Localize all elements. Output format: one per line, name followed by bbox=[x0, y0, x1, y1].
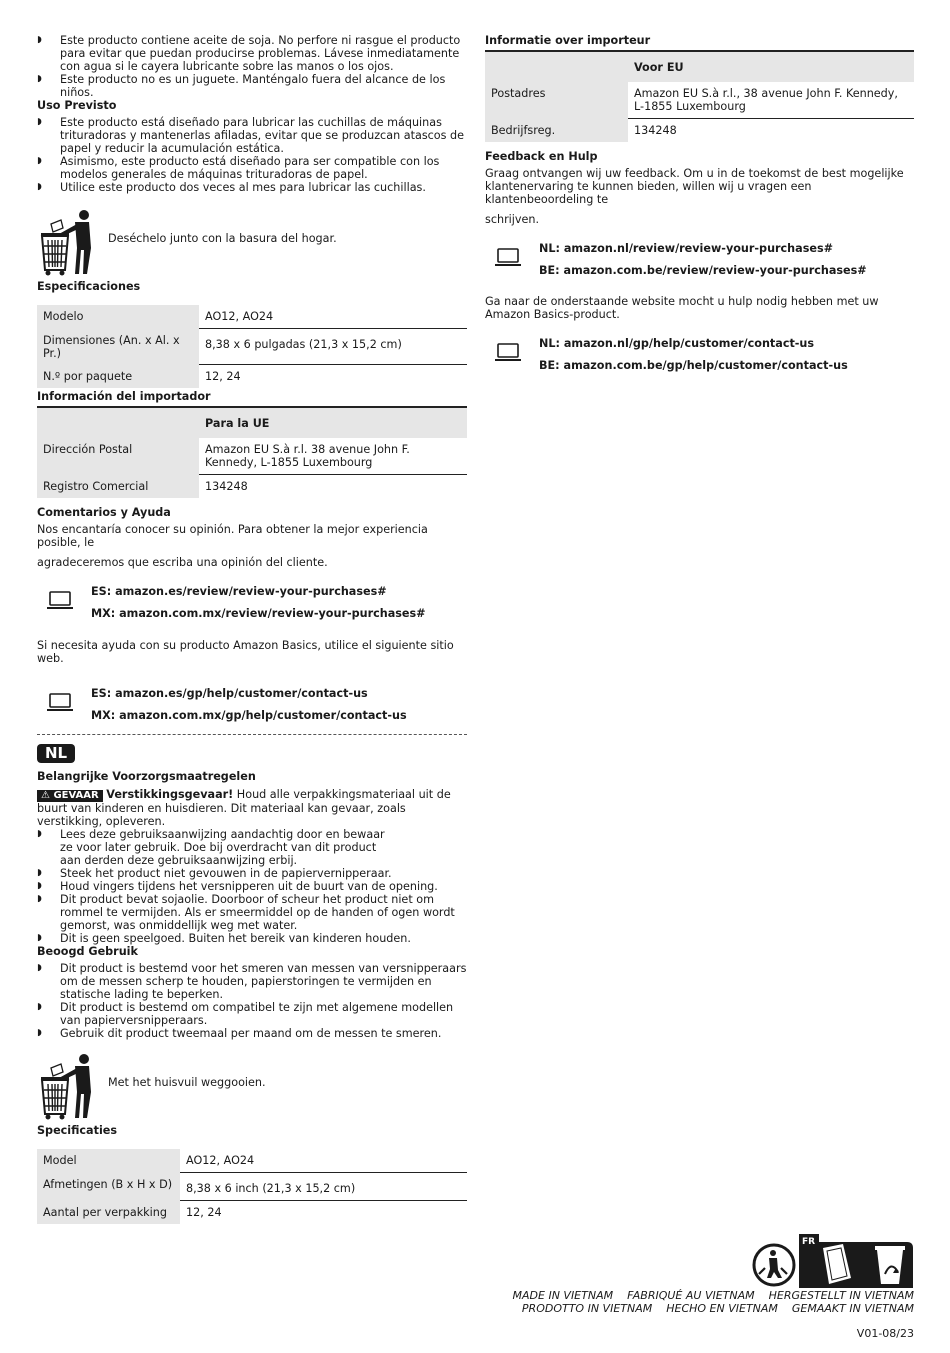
nl-feedback-title: Feedback en Hulp bbox=[485, 150, 598, 163]
nl-spec-title: Specificaties bbox=[37, 1124, 118, 1137]
table-row bbox=[37, 475, 467, 499]
table-row bbox=[37, 305, 467, 329]
list-item: ◗ Lees deze gebruiksaanwijzing aandachtig door en bewaar ze voor later gebruik. Doe bij overdracht van dit product aan derden deze gebruiksaanwijzing erbij. bbox=[37, 828, 467, 867]
importer-value: Amazon EU S.à r.l. 38 avenue John F. Kennedy, L-1855 Luxembourg bbox=[199, 438, 467, 475]
table-row bbox=[485, 119, 914, 143]
list-item: ◗ Steek het product niet gevouwen in de papiervernipperaar. bbox=[37, 867, 467, 880]
help-link[interactable]: BE: amazon.com.be/gp/help/customer/contact-us bbox=[539, 359, 848, 372]
triman-recycling-logo bbox=[751, 1234, 915, 1289]
language-badge: NL bbox=[37, 744, 75, 763]
list-item: ◗ Dit product bevat sojaolie. Doorboor of scheur het product niet om rommel te vermijden. Als er smeermiddel op de handen of ogen wordt gemorst, was onmiddellijk weg met water. bbox=[37, 893, 467, 932]
table-row bbox=[37, 365, 467, 389]
review-link[interactable]: MX: amazon.com.mx/review/review-your-purchases# bbox=[91, 607, 426, 620]
laptop-icon bbox=[47, 591, 73, 611]
nl-importer-title: Informatie over importeur bbox=[485, 34, 651, 47]
importer-key: Dirección Postal bbox=[37, 438, 199, 475]
triman-tag: FR bbox=[802, 1237, 816, 1247]
table-row bbox=[485, 82, 914, 119]
spec-value: 12, 24 bbox=[205, 370, 241, 383]
table-row bbox=[37, 407, 467, 438]
es-spec-title: Especificaciones bbox=[37, 280, 141, 293]
es-importer-title: Información del importador bbox=[37, 390, 211, 403]
list-item: ◗ Gebruik dit product tweemaal per maand om de messen te smeren. bbox=[37, 1027, 467, 1040]
nl-help-links bbox=[485, 337, 914, 381]
es-top-bullets bbox=[37, 34, 467, 99]
table-row bbox=[37, 1173, 467, 1201]
nl-safety-bullets bbox=[37, 828, 467, 945]
es-feedback-p1: Nos encantaría conocer su opinión. Para obtener la mejor experiencia posible, le bbox=[37, 523, 428, 549]
table-row bbox=[37, 1201, 467, 1225]
nl-help-text: Ga naar de onderstaande website mocht u hulp nodig hebben met uw Amazon Basics-product. bbox=[485, 295, 879, 321]
es-importer-table bbox=[37, 406, 467, 498]
importer-value: 134248 bbox=[205, 480, 248, 493]
made-line: MADE IN VIETNAM FABRIQUÉ AU VIETNAM HERGESTELLT IN VIETNAM bbox=[512, 1289, 914, 1302]
importer-value: Amazon EU S.à r.l., 38 avenue John F. Kennedy, L-1855 Luxembourg bbox=[628, 82, 914, 119]
importer-key: Postadres bbox=[485, 82, 628, 119]
table-row bbox=[37, 329, 467, 365]
list-item: ◗ Este producto no es un juguete. Manténgalo fuera del alcance de los niños. bbox=[37, 73, 467, 99]
right-column bbox=[485, 34, 914, 381]
nl-review-links bbox=[485, 242, 914, 286]
list-item: ◗ Utilice este producto dos veces al mes para lubricar las cuchillas. bbox=[37, 181, 467, 194]
es-review-links bbox=[37, 585, 467, 629]
es-disposal bbox=[37, 208, 467, 278]
warning-text: Houd alle verpakkingsmateriaal uit de buurt van kinderen en huisdieren. Dit materiaal kan gevaar, zoals verstikking, opleveren. bbox=[37, 788, 451, 828]
importer-value: 134248 bbox=[634, 124, 677, 137]
triman-icon bbox=[751, 1234, 915, 1289]
importer-header: Voor EU bbox=[628, 51, 914, 82]
importer-header: Para la UE bbox=[199, 407, 467, 438]
importer-key: Bedrijfsreg. bbox=[485, 119, 628, 143]
review-link[interactable]: NL: amazon.nl/review/review-your-purchases# bbox=[539, 242, 833, 255]
warning-triangle-icon: ⚠ bbox=[41, 790, 50, 801]
nl-use-title: Beoogd Gebruik bbox=[37, 945, 138, 958]
nl-badge-wrap bbox=[37, 744, 467, 763]
es-uso-title: Uso Previsto bbox=[37, 99, 117, 112]
es-feedback-title: Comentarios y Ayuda bbox=[37, 506, 171, 519]
spec-key: Dimensiones (An. x Al. x Pr.) bbox=[37, 329, 199, 365]
list-item: ◗ Asimismo, este producto está diseñado para ser compatible con los modelos generales de máquinas trituradoras de papel. bbox=[37, 155, 467, 181]
list-item: ◗ Dit product is bestemd voor het smeren van messen van versnipperaars om de messen scherp te houden, papierstoringen te vermijden en statische lading te beperken. bbox=[37, 962, 467, 1001]
warning-bold: Verstikkingsgevaar! bbox=[106, 788, 234, 801]
es-help-text: Si necesita ayuda con su producto Amazon Basics, utilice el siguiente sitio web. bbox=[37, 639, 454, 665]
help-link[interactable]: NL: amazon.nl/gp/help/customer/contact-us bbox=[539, 337, 815, 350]
spec-value: AO12, AO24 bbox=[199, 305, 467, 329]
review-link[interactable]: BE: amazon.com.be/review/review-your-purchases# bbox=[539, 264, 867, 277]
spec-key: Modelo bbox=[37, 305, 199, 329]
warning-label-text: GEVAAR bbox=[53, 790, 99, 801]
spec-key: Aantal per verpakking bbox=[37, 1201, 180, 1225]
table-row bbox=[37, 1149, 467, 1173]
made-line: PRODOTTO IN VIETNAM HECHO EN VIETNAM GEMAAKT IN VIETNAM bbox=[521, 1302, 914, 1315]
nl-importer-table bbox=[485, 50, 914, 142]
es-feedback-p2: agradeceremos que escriba una opinión del cliente. bbox=[37, 556, 328, 569]
spec-value: 12, 24 bbox=[186, 1206, 222, 1219]
list-item: ◗ Houd vingers tijdens het versnipperen uit de buurt van de opening. bbox=[37, 880, 467, 893]
importer-key: Registro Comercial bbox=[37, 475, 199, 499]
es-spec-table bbox=[37, 305, 467, 388]
table-row bbox=[485, 51, 914, 82]
disposal-text: Deséchelo junto con la basura del hogar. bbox=[108, 232, 337, 245]
nl-use-bullets bbox=[37, 962, 467, 1040]
nl-spec-table bbox=[37, 1149, 467, 1224]
list-item: ◗ Dit is geen speelgoed. Buiten het bereik van kinderen houden. bbox=[37, 932, 467, 945]
nl-safety-title: Belangrijke Voorzorgsmaatregelen bbox=[37, 770, 256, 783]
nl-feedback-p1: Graag ontvangen wij uw feedback. Om u in de toekomst de best mogelijke klantenervaring te kunnen bieden, willen wij u vragen een klantenbeoordeling te bbox=[485, 167, 904, 206]
section-divider bbox=[37, 734, 467, 735]
table-row bbox=[37, 438, 467, 475]
laptop-icon bbox=[47, 693, 73, 713]
crossed-bin-icon bbox=[37, 208, 95, 276]
review-link[interactable]: ES: amazon.es/review/review-your-purchases# bbox=[91, 585, 387, 598]
help-link[interactable]: MX: amazon.com.mx/gp/help/customer/contact-us bbox=[91, 709, 407, 722]
nl-warning bbox=[37, 788, 467, 828]
es-help-links bbox=[37, 687, 467, 731]
version-label: V01-08/23 bbox=[856, 1327, 914, 1340]
spec-key: N.º por paquete bbox=[37, 365, 199, 389]
left-column bbox=[37, 34, 467, 1224]
es-uso-bullets bbox=[37, 116, 467, 194]
nl-disposal bbox=[37, 1052, 467, 1122]
laptop-icon bbox=[495, 248, 521, 268]
list-item: ◗ Dit product is bestemd om compatibel te zijn met algemene modellen van papierversnipperaars. bbox=[37, 1001, 467, 1027]
crossed-bin-icon bbox=[37, 1052, 95, 1120]
made-in-text bbox=[494, 1289, 914, 1315]
spec-value: 8,38 x 6 pulgadas (21,3 x 15,2 cm) bbox=[199, 329, 467, 365]
spec-value: AO12, AO24 bbox=[180, 1149, 467, 1173]
warning-label bbox=[37, 790, 103, 802]
spec-key: Model bbox=[37, 1149, 180, 1173]
laptop-icon bbox=[495, 343, 521, 363]
list-item: ◗ Este producto está diseñado para lubricar las cuchillas de máquinas trituradoras y mantenerlas afiladas, evitar que se produzcan atascos de papel y reducir la acumulación estática. bbox=[37, 116, 467, 155]
spec-key: Afmetingen (B x H x D) bbox=[37, 1173, 180, 1201]
nl-feedback-p2: schrijven. bbox=[485, 213, 540, 226]
help-link[interactable]: ES: amazon.es/gp/help/customer/contact-us bbox=[91, 687, 368, 700]
disposal-text: Met het huisvuil weggooien. bbox=[108, 1076, 266, 1089]
list-item: ◗ Este producto contiene aceite de soja. No perfore ni rasgue el producto para evitar que puedan producirse problemas. Lávese inmediatamente con agua si le cayera lubricante sobre las manos o los ojos. bbox=[37, 34, 467, 73]
spec-value: 8,38 x 6 inch (21,3 x 15,2 cm) bbox=[180, 1173, 467, 1201]
